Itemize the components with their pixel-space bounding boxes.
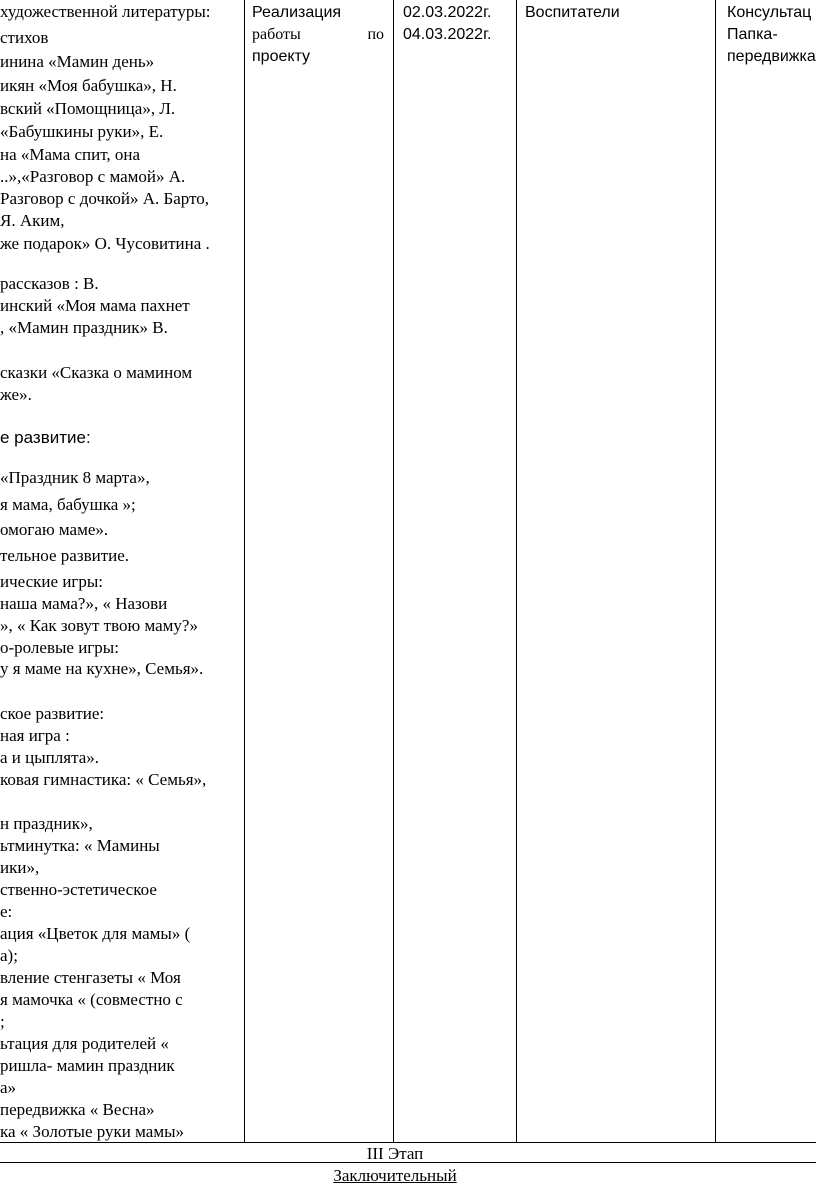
col-divider-4: [715, 0, 716, 1143]
implementation-line: Реализация: [252, 4, 342, 21]
activity-line: ..»,«Разговор с мамой» А.: [0, 167, 186, 186]
activity-line: «Праздник 8 марта»,: [0, 468, 150, 487]
col-divider-1: [244, 0, 245, 1143]
col-divider-2: [393, 0, 394, 1143]
activity-line: Разговор с дочкой» А. Барто,: [0, 189, 210, 208]
result-line: передвижка: [727, 48, 816, 65]
result-line: Папка-: [727, 26, 778, 43]
activity-line: а);: [0, 946, 18, 965]
stage-name: Заключительный: [333, 1166, 457, 1185]
activity-line: же подарок» О. Чусовитина .: [0, 234, 210, 253]
activity-line: инина «Мамин день»: [0, 52, 155, 71]
activity-line: ация «Цветок для мамы» (: [0, 924, 191, 943]
responsible-text: Воспитатели: [525, 4, 620, 21]
activity-line: ики»,: [0, 858, 40, 877]
activity-line: е развитие:: [0, 428, 91, 447]
activity-line: художественной литературы:: [0, 2, 211, 21]
activity-line: ьтация для родителей «: [0, 1034, 169, 1053]
activity-line: же».: [0, 385, 32, 404]
activity-line: ;: [0, 1012, 5, 1031]
activity-line: ское развитие:: [0, 704, 105, 723]
stage-number: III Этап: [366, 1144, 424, 1163]
activity-line: икян «Моя бабушка», Н.: [0, 76, 177, 95]
activity-line: ственно-эстетическое: [0, 880, 157, 899]
activity-line: вление стенгазеты « Моя: [0, 968, 181, 987]
activity-line: рассказов : В.: [0, 274, 99, 293]
activity-line: о-ролевые игры:: [0, 638, 119, 657]
activity-line: сказки «Сказка о мамином: [0, 363, 193, 382]
activity-line: ковая гимнастика: « Семья»,: [0, 770, 207, 789]
activity-line: я мамочка « (совместно с: [0, 990, 183, 1009]
activity-line: тельное развитие.: [0, 546, 130, 565]
result-line: Консультац: [727, 4, 812, 21]
col-divider-3: [516, 0, 517, 1143]
implementation-line: проекту: [252, 48, 311, 65]
activity-line: ические игры:: [0, 572, 104, 591]
date-start: 02.03.2022г.: [403, 4, 492, 21]
activity-line: вский «Помощница», Л.: [0, 99, 176, 118]
activity-line: я мама, бабушка »;: [0, 495, 136, 514]
implementation-word: работы: [252, 26, 301, 43]
activity-line: н праздник»,: [0, 814, 93, 833]
activity-line: е:: [0, 902, 13, 921]
date-end: 04.03.2022г.: [403, 26, 492, 43]
row-divider-1: [0, 1142, 816, 1143]
implementation-line: [252, 25, 384, 45]
activity-line: , «Мамин праздник» В.: [0, 318, 168, 337]
activity-line: «Бабушкины руки», Е.: [0, 122, 164, 141]
activity-line: », « Как зовут твою маму?»: [0, 616, 198, 635]
activity-line: наша мама?», « Назови: [0, 594, 168, 613]
activity-line: передвижка « Весна»: [0, 1100, 155, 1119]
activity-line: а»: [0, 1078, 17, 1097]
activity-line: ка « Золотые руки мамы»: [0, 1122, 184, 1141]
activity-line: на «Мама спит, она: [0, 145, 141, 164]
activity-line: ьтминутка: « Мамины: [0, 836, 160, 855]
activity-line: у я маме на кухне», Семья».: [0, 659, 204, 678]
activity-line: инский «Моя мама пахнет: [0, 296, 190, 315]
activity-line: омогаю маме».: [0, 520, 109, 539]
activity-line: а и цыплята».: [0, 748, 99, 767]
activity-line: Я. Аким,: [0, 211, 65, 230]
activity-line: ная игра :: [0, 726, 70, 745]
implementation-word: по: [367, 26, 384, 43]
activity-line: стихов: [0, 28, 49, 47]
activity-line: ришла- мамин праздник: [0, 1056, 175, 1075]
